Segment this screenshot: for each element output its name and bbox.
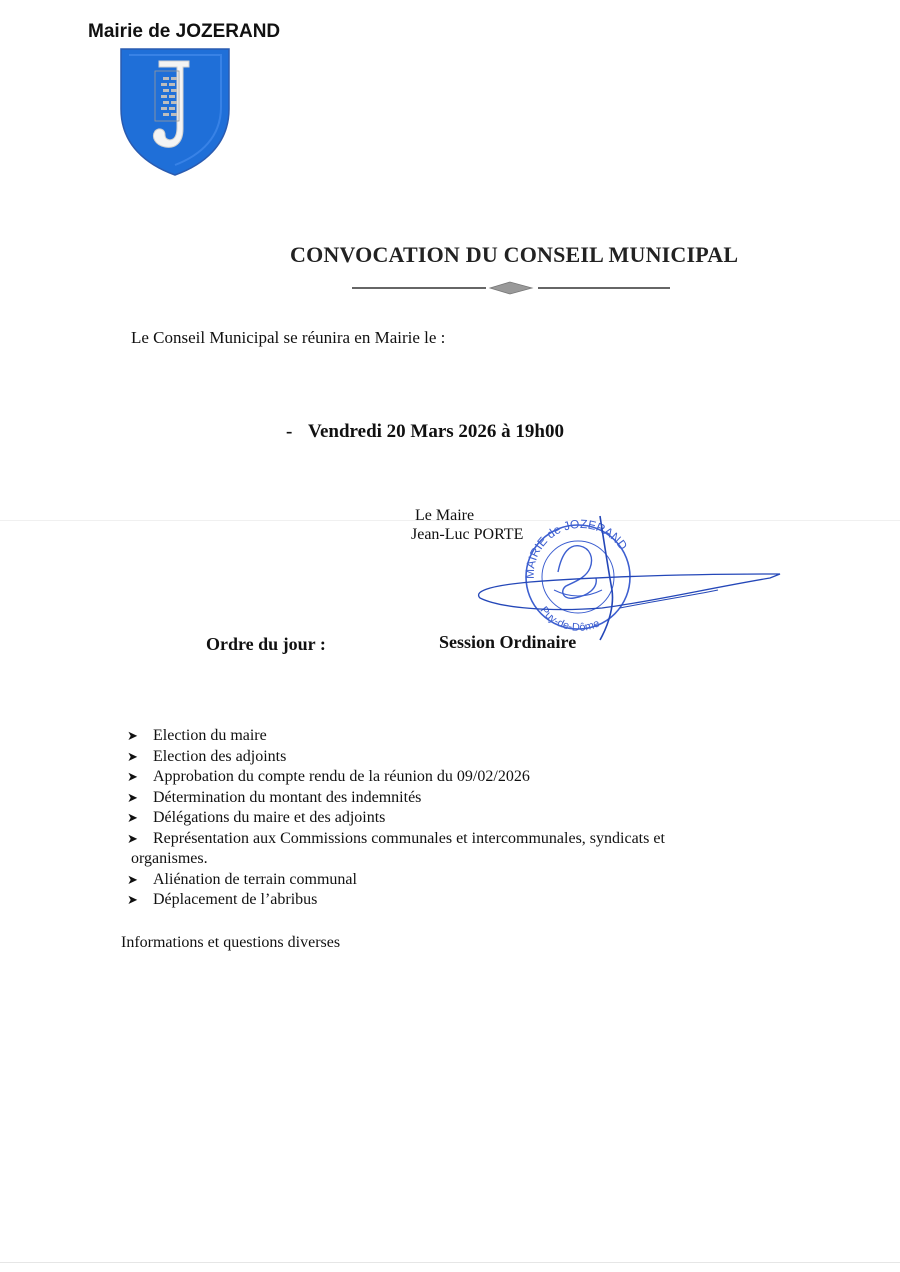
agenda-item: ➤ Election du maire — [122, 726, 762, 747]
title-ornament-divider — [350, 278, 672, 298]
stamp-text-bottom: Puy-de-Dôme — [537, 604, 602, 634]
agenda-heading: Ordre du jour : — [206, 634, 326, 654]
agenda-item: ➤ Election des adjoints — [122, 747, 762, 768]
jozerand-coat-of-arms-icon — [119, 47, 231, 177]
meeting-date-text: Vendredi 20 Mars 2026 à 19h00 — [308, 421, 564, 442]
mairie-title: Mairie de JOZERAND — [88, 21, 281, 42]
arrow-bullet-icon: ➤ — [127, 728, 138, 743]
scan-artifact-line — [0, 1262, 900, 1263]
signatory-name: Jean-Luc PORTE — [411, 526, 524, 543]
arrow-bullet-icon: ➤ — [127, 892, 138, 907]
session-type: Session Ordinaire — [439, 632, 577, 652]
agenda-item: ➤ Détermination du montant des indemnités — [122, 788, 762, 809]
arrow-bullet-icon: ➤ — [127, 830, 138, 846]
svg-text:MAIRIE de JOZERAND — [523, 517, 631, 579]
agenda-item: ➤ Aliénation de terrain communal — [122, 870, 762, 891]
agenda-item: ➤ Représentation aux Commissions communales et intercommunales, syndicats et organismes. — [127, 829, 665, 867]
agenda-item: ➤ Approbation du compte rendu de la réunion du 09/02/2026 — [122, 767, 762, 788]
stamp-text-top: MAIRIE de JOZERAND — [522, 516, 631, 580]
arrow-bullet-icon: ➤ — [127, 789, 138, 805]
misc-information: Informations et questions diverses — [121, 934, 341, 951]
agenda-item: ➤ Déplacement de l’abribus — [122, 890, 762, 911]
signatory-role: Le Maire — [415, 507, 475, 524]
agenda-list — [122, 726, 762, 911]
arrow-bullet-icon: ➤ — [127, 871, 138, 887]
mairie-stamp-and-signature — [470, 512, 790, 647]
intro-text: Le Conseil Municipal se réunira en Mairie le : — [131, 328, 446, 347]
arrow-bullet-icon: ➤ — [127, 810, 138, 825]
agenda-item: ➤ Délégations du maire et des adjoints — [122, 808, 762, 829]
page-title: CONVOCATION DU CONSEIL MUNICIPAL — [290, 242, 739, 267]
date-bullet: - — [286, 421, 293, 442]
meeting-date — [286, 421, 564, 443]
arrow-bullet-icon: ➤ — [127, 748, 138, 764]
arrow-bullet-icon: ➤ — [127, 769, 138, 784]
